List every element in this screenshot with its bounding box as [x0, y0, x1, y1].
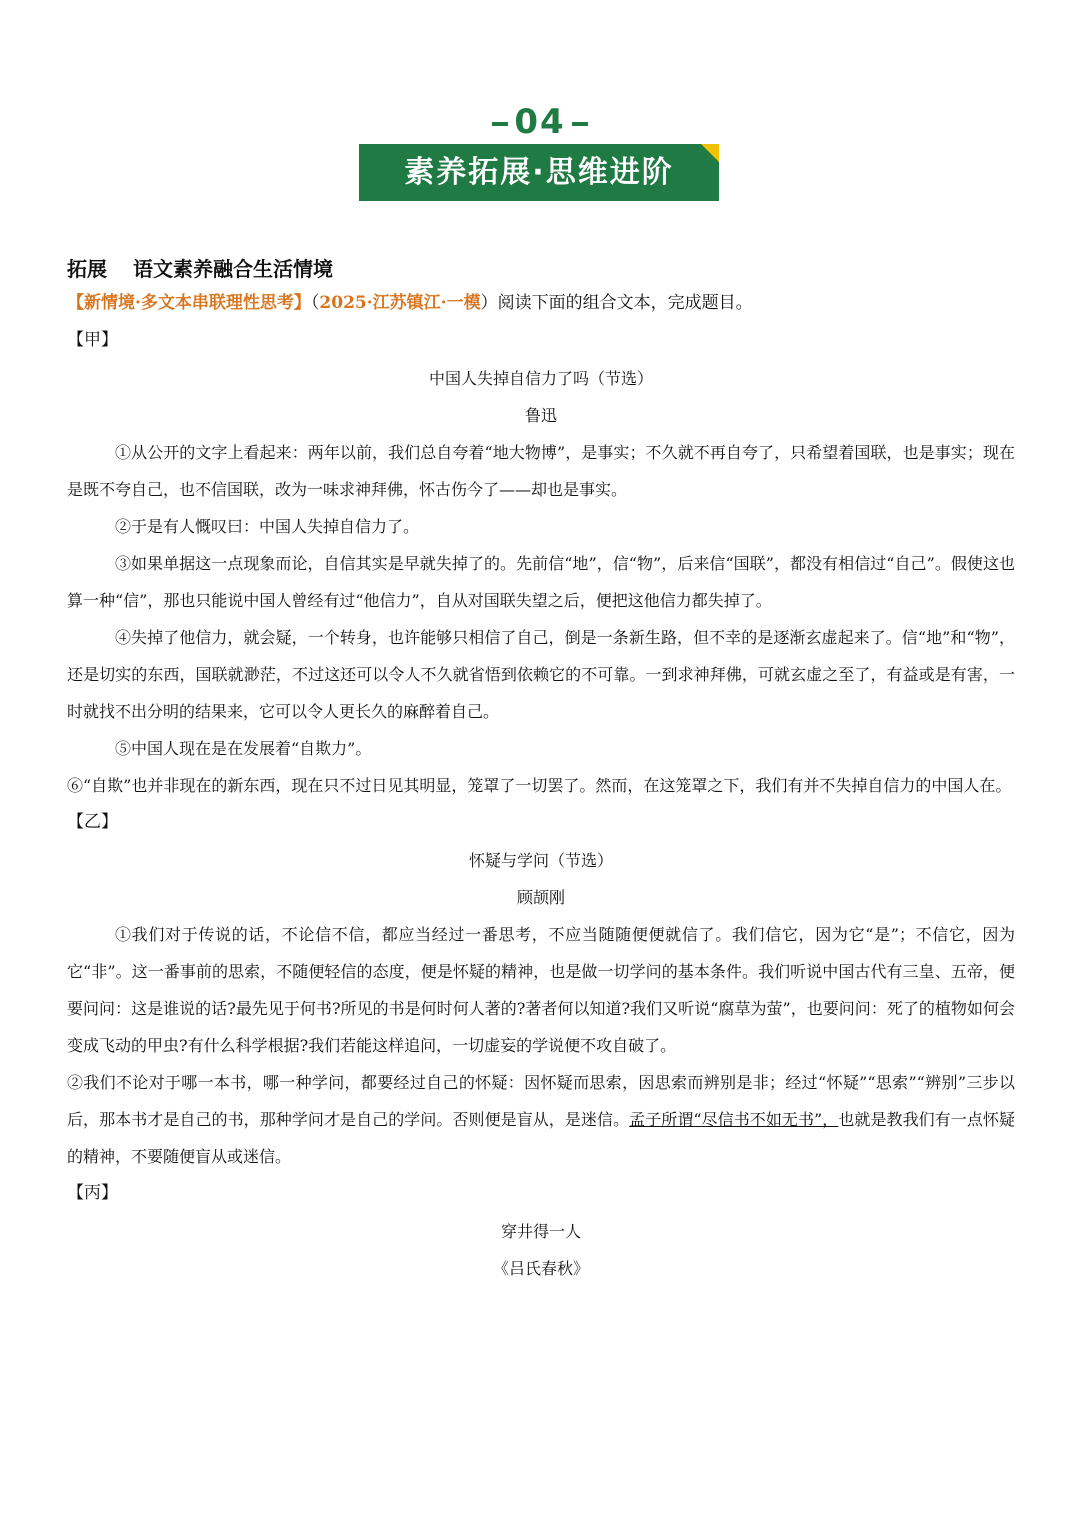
banner-text: 素养拓展·思维进阶: [404, 155, 674, 190]
jia-paragraph-2: ②于是有人慨叹曰：中国人失掉自信力了。: [115, 517, 420, 536]
text-title-yi: 怀疑与学问（节选）: [468, 851, 613, 870]
yi-paragraph-2-start: ②我们不论对于哪一本书，哪一种学问，都要经过自己的怀疑：因怀疑而思索，因思索而辨别是非；经过“怀疑”“思索”“辨别”三步以后，那本书才是自己的书，那种学问才是自己的学问。否则便是盲从，是迷信。: [67, 1073, 1015, 1129]
text-title-jia: 中国人失掉自信力了吗（节选）: [428, 369, 653, 388]
text-label-yi: 【乙】: [67, 812, 118, 832]
extension-prefix: 拓展: [67, 257, 107, 281]
dash-right: [572, 122, 588, 126]
extension-title: [67, 252, 1015, 286]
jia-paragraph-3: ③如果单据这一点现象而论，自信其实是早就失掉了的。先前信“地”，信“物”，后来信“国联”，都没有相信过“自己”。假使这也算一种“信”，那也只能说中国人曾经有过“他信力”，自从对国联失望之后，便把这他信力都失掉了。: [67, 554, 1015, 610]
source-paren-close: ）: [480, 293, 498, 313]
banner-corner-decoration: [701, 144, 719, 162]
jia-paragraph-1: ①从公开的文字上看起来：两年以前，我们总自夸着“地大物博”，是事实；不久就不再自夸了，只希望着国联，也是事实；现在是既不夸自己，也不信国联，改为一味求神拜佛，怀古伤今了——却也是事实。: [67, 443, 1015, 499]
section-header: [0, 100, 1080, 190]
text-label-jia: 【甲】: [67, 330, 118, 350]
jia-paragraph-4: ④失掉了他信力，就会疑，一个转身，也许能够只相信了自己，倒是一条新生路，但不幸的是逐渐玄虚起来了。信“地”和“物”，还是切实的东西，国联就渺茫，不过这还可以令人不久就省悟到依赖它的不可靠。一到求神拜佛，可就玄虚之至了，有益或是有害，一时就找不出分明的结果来，它可以令人更长久的麻醉着自己。: [67, 628, 1015, 721]
context-tag: 【新情境·多文本串联理性思考】: [67, 293, 311, 313]
dash-left: [492, 122, 508, 126]
extension-title-text: 语文素养融合生活情境: [133, 257, 333, 281]
yi-paragraph-1: ①我们对于传说的话，不论信不信，都应当经过一番思考，不应当随随便便就信了。我们信它，因为它“是”；不信它，因为它“非”。这一番事前的思索，不随便轻信的态度，便是怀疑的精神，也是做一切学问的基本条件。我们听说中国古代有三皇、五帝，便要问问：这是谁说的话?最先见于何书?所见的书是何时何人著的?著者何以知道?我们又听说“腐草为萤”，也要问问：死了的植物如何会变成飞动的甲虫?有什么科学根据?我们若能这样追问，一切虚妄的学说便不攻自破了。: [67, 925, 1015, 1055]
section-number-text: 04: [514, 102, 566, 142]
text-author-yi: 顾颉刚: [516, 888, 565, 907]
text-label-bing: 【丙】: [67, 1183, 118, 1203]
jia-paragraph-6: ⑥“自欺”也并非现在的新东西，现在只不过日见其明显，笼罩了一切罢了。然而，在这笼罩之下，我们有并不失掉自信力的中国人在。: [67, 776, 1012, 795]
document-body: [67, 252, 1015, 1287]
exam-source: 2025·江苏镇江·一模: [319, 293, 481, 313]
question-intro: [67, 286, 1015, 322]
yi-paragraph-2: [67, 1064, 1015, 1175]
text-title-bing: 穿井得一人: [500, 1222, 581, 1241]
underlined-quote: 孟子所谓“尽信书不如无书”，: [629, 1110, 839, 1129]
jia-paragraph-5: ⑤中国人现在是在发展着“自欺力”。: [115, 739, 372, 758]
instruction-text: 阅读下面的组合文本，完成题目。: [497, 293, 753, 313]
yi-paragraph-2-end: 也就是教我们有一点怀疑的精神，不要随便盲从或迷信。: [67, 1110, 1015, 1166]
section-banner: [359, 144, 719, 201]
source-paren-open: （: [310, 293, 320, 313]
section-number: [0, 100, 1080, 144]
text-author-jia: 鲁迅: [524, 406, 557, 425]
text-author-bing: 《吕氏春秋》: [492, 1259, 589, 1278]
